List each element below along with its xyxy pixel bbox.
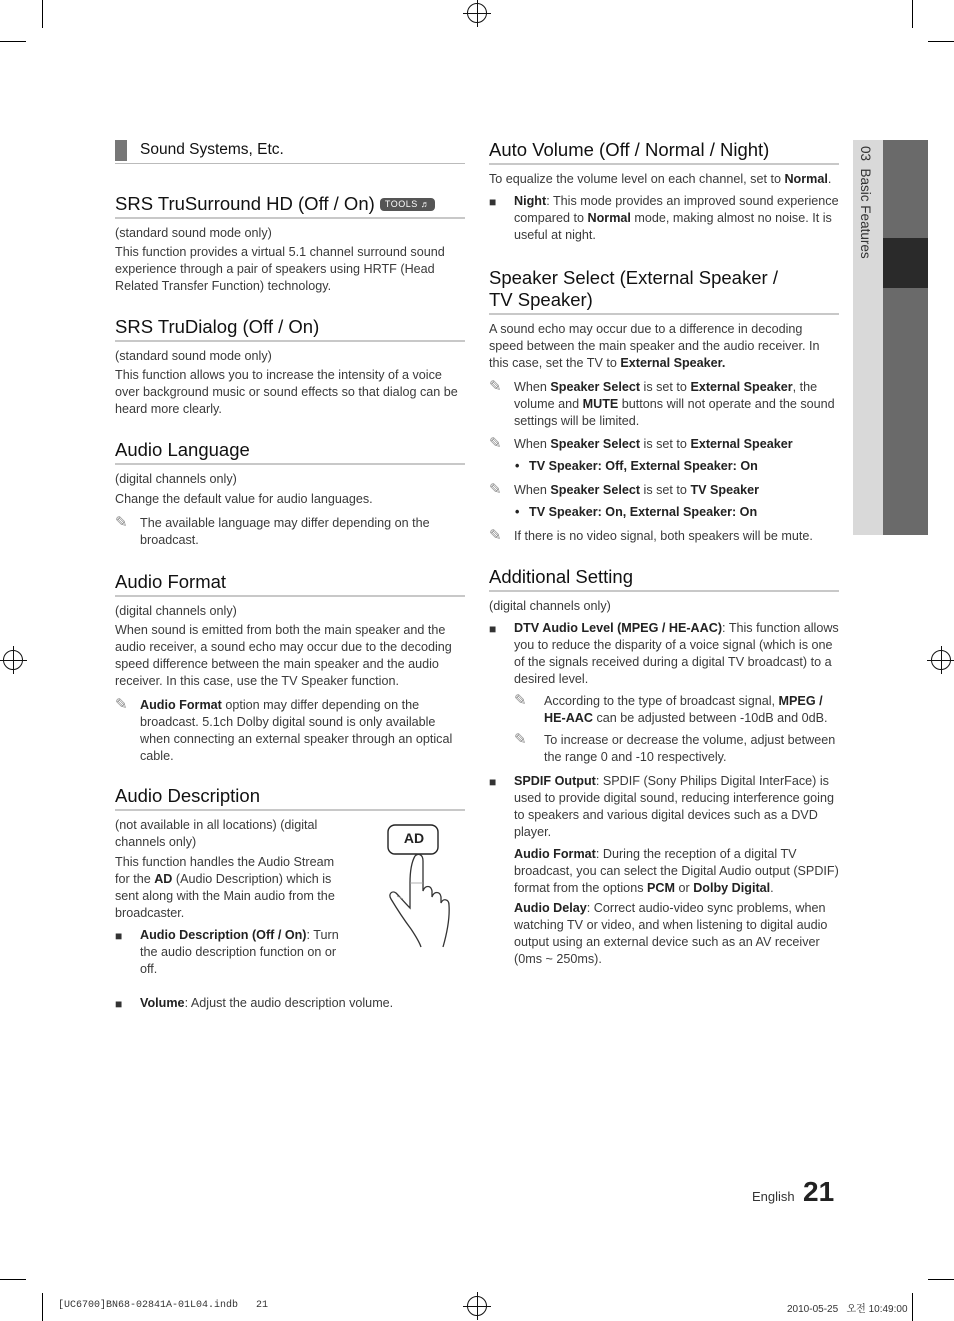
pencil-icon: ✎ [489, 481, 502, 498]
square-bullet-icon: ■ [489, 195, 497, 209]
mode-note: (standard sound mode only) [115, 226, 272, 240]
mode-note: (digital channels only) [489, 599, 611, 613]
bullet-item: ■ Volume: Adjust the audio description volume. [115, 996, 394, 1011]
bullet-item: ■ DTV Audio Level (MPEG / HE-AAC): This function allows you to reduce the disparity of a voice signal (which is one of the signals received during a digital TV broadcast) to a desired level. [489, 621, 839, 686]
mode-note: (digital channels only) [115, 472, 237, 486]
square-bullet-icon: ■ [115, 929, 123, 943]
pencil-icon: ✎ [514, 731, 527, 748]
bullet-item: ■ Audio Description (Off / On): Turn the audio description function on or off. [115, 928, 339, 976]
pencil-icon: ✎ [514, 692, 527, 709]
registration-mark-icon [467, 3, 487, 23]
pencil-icon: ✎ [115, 514, 128, 531]
note: ✎ If there is no video signal, both speakers will be mute. [489, 527, 813, 544]
breadcrumb-text: Sound Systems, Etc. [140, 141, 284, 158]
note: ✎ When Speaker Select is set to External Speaker [489, 435, 793, 452]
section-title: SRS TruSurround HD (Off / On) TOOLS ♬ [115, 193, 465, 219]
footer-file: [UC6700]BN68-02841A-01L04.indb 21 [58, 1300, 269, 1311]
right-column [489, 139, 839, 968]
pencil-icon: ✎ [489, 435, 502, 452]
side-tab-label [858, 146, 873, 259]
side-tab-active [883, 238, 928, 288]
bullet-dot-icon: • [515, 505, 520, 519]
chapter-title: Basic Features [858, 168, 873, 259]
pencil-icon: ✎ [489, 527, 502, 544]
note: ✎ According to the type of broadcast signal, MPEG / HE-AAC can be adjusted between -10dB and 0dB. [514, 692, 828, 725]
bullet-dot-icon: • [515, 459, 520, 473]
crop-mark [928, 41, 954, 42]
side-tab-dark [883, 140, 928, 535]
left-column [115, 139, 465, 1012]
section-srs-dialog [115, 316, 465, 418]
crop-mark [0, 1279, 26, 1280]
body-text: To equalize the volume level on each channel, set to Normal. [489, 172, 832, 186]
chapter-number: 03 [858, 146, 873, 162]
registration-mark-icon [467, 1296, 487, 1316]
pencil-icon: ✎ [489, 378, 502, 395]
crop-mark [42, 0, 43, 28]
bullet-item: ■ Night: This mode provides an improved sound experience compared to Normal mode, making almost no noise. It is useful at night. [489, 194, 839, 242]
pencil-icon: ✎ [115, 696, 128, 713]
crop-mark [42, 1293, 43, 1321]
body-text: This function handles the Audio Stream for the AD (Audio Description) which is sent along with the Main audio from the broadcaster. [115, 855, 335, 920]
body-text: This function provides a virtual 5.1 channel surround sound experience through a pair of speakers using HRTF (Head Related Transfer Function) technology. [115, 245, 445, 293]
bullet-item: ■ SPDIF Output: SPDIF (Sony Philips Digital InterFace) is used to provide digital sound, reducing interference going to speakers and various digital devices such as a DVD player. [489, 774, 834, 839]
section-title: Audio Language [115, 439, 465, 465]
crop-mark [912, 0, 913, 28]
body-text: Audio Delay: Correct audio-video sync problems, when watching TV or video, and when listening to digital audio output using an external device such as an AV receiver (0ms ~ 250ms). [514, 901, 828, 966]
note: ✎ Audio Format option may differ depending on the broadcast. 5.1ch Dolby digital sound is only available when connecting an external speaker through an optical cable. [115, 696, 453, 763]
section-srs-hd [115, 193, 465, 295]
section-title: Auto Volume (Off / Normal / Night) [489, 139, 839, 165]
section-speaker-select [489, 267, 839, 545]
section-title: Audio Description [115, 785, 465, 811]
section-audio-language [115, 439, 465, 549]
square-bullet-icon: ■ [489, 622, 497, 636]
square-bullet-icon: ■ [115, 997, 123, 1011]
registration-mark-icon [3, 650, 23, 670]
body-text: Audio Format: During the reception of a digital TV broadcast, you can select the Digital Audio output (SPDIF) format from the options PCM or Dolby Digital. [514, 847, 839, 895]
section-audio-description [115, 785, 465, 1012]
section-audio-format [115, 571, 465, 765]
tools-icon: TOOLS ♬ [380, 198, 435, 211]
mode-note: (not available in all locations) (digital channels only) [115, 818, 318, 849]
section-additional-setting [489, 566, 839, 968]
section-title: Additional Setting [489, 566, 839, 592]
section-auto-volume [489, 139, 839, 244]
crop-mark [928, 1279, 954, 1280]
note: ✎ To increase or decrease the volume, adjust between the range 0 and -10 respectively. [514, 731, 836, 764]
note: ✎ The available language may differ depending on the broadcast. [115, 514, 430, 547]
breadcrumb-marker [115, 140, 127, 161]
footer-language: English [752, 1189, 795, 1204]
crop-mark [0, 41, 26, 42]
square-bullet-icon: ■ [489, 775, 497, 789]
mode-note: (standard sound mode only) [115, 349, 272, 363]
note: ✎ When Speaker Select is set to TV Speaker [489, 481, 760, 498]
crop-mark [912, 1293, 913, 1321]
body-text: A sound echo may occur due to a difference in decoding speed between the main speaker and the audio receiver. In this case, set the TV to External Speaker. [489, 322, 820, 370]
audio-description-body [115, 817, 465, 978]
dot-item: • TV Speaker: On, External Speaker: On [515, 505, 758, 519]
breadcrumb [115, 139, 465, 164]
dot-item: • TV Speaker: Off, External Speaker: On [515, 459, 758, 473]
body-text: Change the default value for audio languages. [115, 492, 373, 506]
body-text: When sound is emitted from both the main speaker and the audio receiver, a sound echo may occur due to the decoding speed difference between the main speaker and the audio receiver. In this case, use the TV Speaker function. [115, 623, 452, 688]
section-title: Audio Format [115, 571, 465, 597]
mode-note: (digital channels only) [115, 604, 237, 618]
note: ✎ When Speaker Select is set to External Speaker, the volume and MUTE buttons will not operate and the sound settings will be limited. [489, 378, 835, 428]
body-text: This function allows you to increase the intensity of a voice over background music or sound effects so that dialog can be heard more clearly. [115, 368, 458, 416]
section-title: SRS TruDialog (Off / On) [115, 316, 465, 342]
ad-button-label: AD [403, 830, 425, 846]
page-number: 21 [803, 1176, 835, 1207]
section-title: Speaker Select (External Speaker / TV Speaker) [489, 267, 839, 315]
registration-mark-icon [931, 650, 951, 670]
footer-date: 2010-05-25 오전 10:49:00 [787, 1304, 908, 1315]
